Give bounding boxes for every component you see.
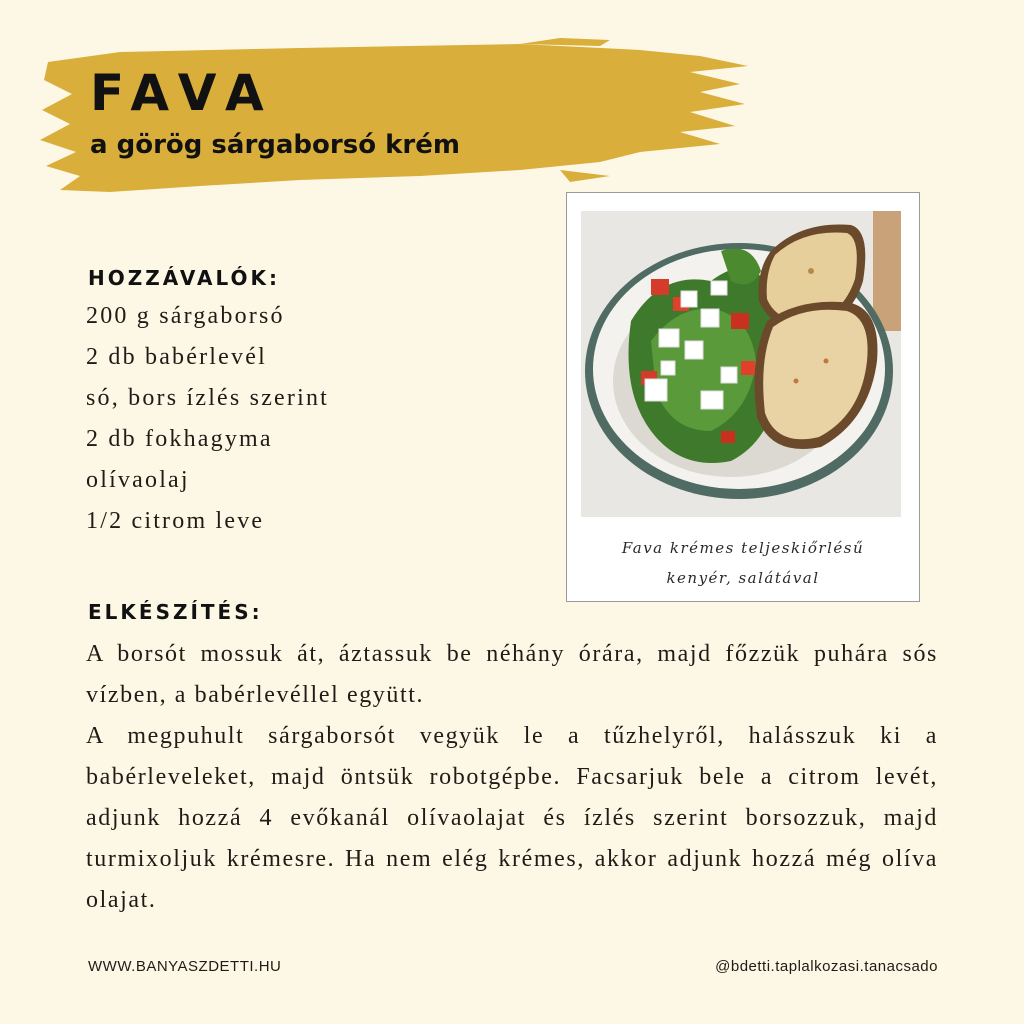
ingredient-item: olívaolaj	[86, 467, 190, 493]
polaroid-photo-frame	[566, 192, 920, 602]
method-paragraph: A megpuhult sárgaborsót vegyük le a tűzhelyről, halásszuk ki a babérleveleket, majd öntsük robotgépbe. Facsarjuk bele a citrom levét, adjunk hozzá 4 evőkanál olívaolajat és ízlés szerint borsozzuk, majd turmixoljuk krémesre. Ha nem elég krémes, akkor adjunk hozzá még olíva olajat.	[86, 723, 938, 913]
recipe-title: FAVA	[90, 64, 276, 122]
salad-bowl-illustration	[581, 211, 901, 517]
recipe-subtitle: a görög sárgaborsó krém	[90, 130, 460, 160]
method-text	[86, 634, 938, 921]
ingredient-item: 200 g sárgaborsó	[86, 303, 285, 329]
method-paragraph: A borsót mossuk át, áztassuk be néhány órára, majd főzzük puhára sós vízben, a babérlevéllel együtt.	[86, 641, 938, 708]
photo-caption-line2: kenyér, salátával	[666, 569, 820, 587]
ingredient-item: 2 db fokhagyma	[86, 426, 273, 452]
website-link[interactable]: WWW.BANYASZDETTI.HU	[88, 958, 282, 975]
food-photo	[581, 211, 901, 517]
ingredient-item: 1/2 citrom leve	[86, 508, 265, 534]
social-handle[interactable]: @bdetti.taplalkozasi.tanacsado	[715, 958, 938, 975]
ingredient-item: 2 db babérlevél	[86, 344, 267, 370]
photo-caption-line1: Fava krémes teljeskiőrlésű	[621, 539, 865, 557]
method-heading: ELKÉSZÍTÉS:	[88, 600, 263, 624]
ingredients-heading: HOZZÁVALÓK:	[88, 266, 280, 290]
ingredients-list	[86, 296, 329, 542]
ingredient-item: só, bors ízlés szerint	[86, 385, 330, 411]
